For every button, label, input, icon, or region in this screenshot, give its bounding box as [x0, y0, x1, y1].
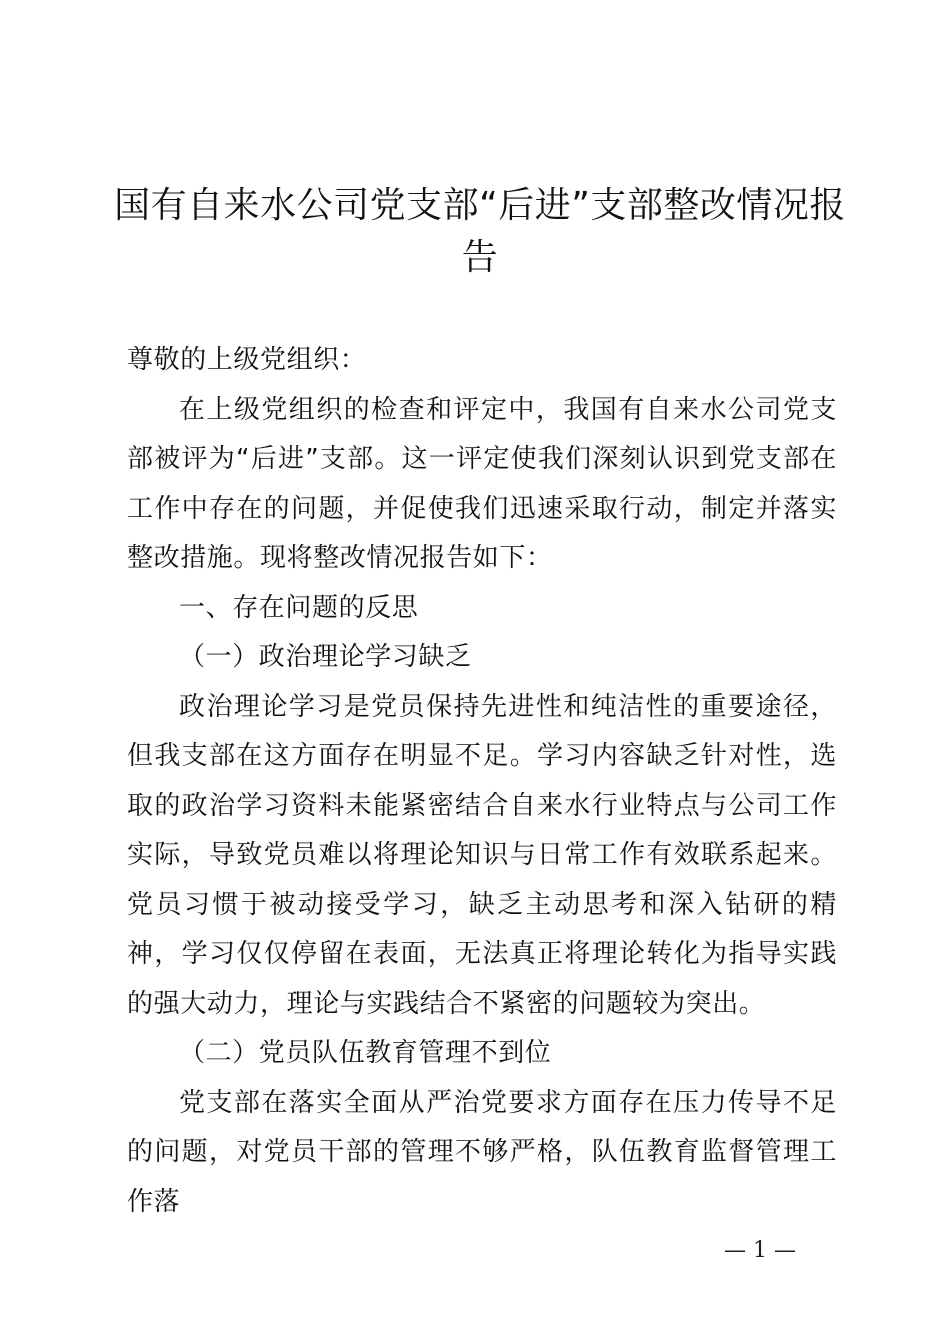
paragraph-intro: 在上级党组织的检查和评定中，我国有自来水公司党支部被评为“后进”支部。这一评定使我们深刻认识到党支部在工作中存在的问题，并促使我们迅速采取行动，制定并落实整改措施。现将整改情况报告如下： — [127, 394, 837, 573]
section-heading-1: 一、存在问题的反思 — [179, 592, 419, 623]
subsection-heading-2: （二）党员队伍教育管理不到位 — [179, 1038, 552, 1068]
page-number-text: — 1 — — [724, 1238, 796, 1263]
page-title: 国有自来水公司党支部“后进”支部整改情况报告 — [114, 185, 846, 278]
paragraph-member-management: 党支部在落实全面从严治党要求方面存在压力传导不足的问题，对党员干部的管理不够严格，队伍教育监督管理工作落 — [127, 1087, 837, 1217]
document-body — [127, 336, 837, 1227]
subsection-heading-1: （一）政治理论学习缺乏 — [179, 642, 472, 672]
salutation: 尊敬的上级党组织： — [127, 345, 367, 375]
paragraph-political-study: 政治理论学习是党员保持先进性和纯洁性的重要途径，但我支部在这方面存在明显不足。学习内容缺乏针对性，选取的政治学习资料未能紧密结合自来水行业特点与公司工作实际，导致党员难以将理论知识与日常工作有效联系起来。党员习惯于被动接受学习，缺乏主动思考和深入钻研的精神，学习仅仅停留在表面，无法真正将理论转化为指导实践的强大动力，理论与实践结合不紧密的问题较为突出。 — [127, 691, 837, 1019]
